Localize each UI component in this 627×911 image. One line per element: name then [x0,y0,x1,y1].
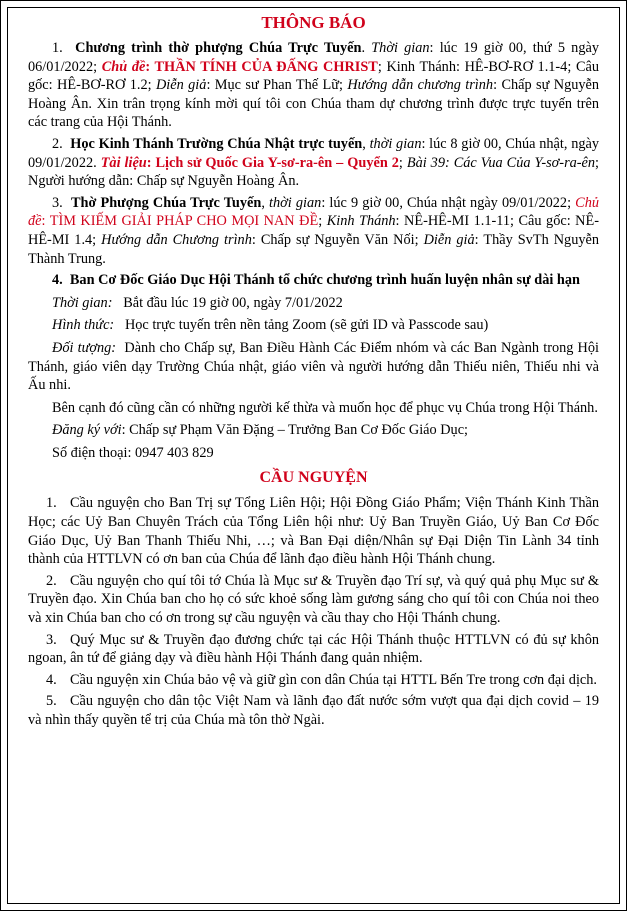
bulletin-frame [7,7,620,904]
announcement-item-2: 2. Học Kinh Thánh Trường Chúa Nhật trực tuyến, thời gian: lúc 8 giờ 00, Chúa nhật, ngày 09/01/2022. Tài liệu: Lịch sử Quốc Gia Y-sơ-ra-ên – Quyển 2; Bài 39: Các Vua Của Y-sơ-ra-ên; Người hướng dẫn: Chấp sự Nguyễn Hoàng Ân. [28,135,600,190]
prayer-item-1: 1. Cầu nguyện cho Ban Trị sự Tổng Liên Hội; Hội Đồng Giáo Phẩm; Viện Thánh Kinh Thần Học; các Uỷ Ban Chuyên Trách của Tổng Liên hội như: Uỷ Ban Truyền Giáo, Uỷ Ban Cơ Đốc Giáo Dục, Uỷ Ban Thanh Thiếu Nhi, …; và Ban Đại diện/Nhân sự Đại Diện Tin Lành 34 tỉnh thành của HTTLVN có ơn ban của Chúa để lãnh đạo điều hành Hội Thánh chung. [28,495,599,568]
training-also: Bên cạnh đó cũng cần có những người kế thừa và muốn học để phục vụ Chúa trong Hội Thánh. [52,399,598,416]
announcements-title: THÔNG BÁO [261,13,366,32]
item-name: Thờ Phượng Chúa Trực Tuyến [70,194,262,211]
item-number: 1. [52,40,63,56]
prayer-item-4: 4. Cầu nguyện xin Chúa bảo vệ và giữ gìn con dân Chúa tại HTTL Bến Tre trong cơn đại dịch. [46,671,597,688]
training-audience: Đối tượng: Dành cho Chấp sự, Ban Điều Hành Các Điểm nhóm và các Ban Ngành trong Hội Thánh, giáo viên dạy Trường Chúa nhật, giáo viên và người hướng dẫn Thiếu niên, Thiếu nhi và Ấu nhi. [28,339,599,394]
prayer-item-3: 3. Quý Mục sư & Truyền đạo đương chức tại các Hội Thánh thuộc HTTLVN có đủ sự khôn ngoan, ân tứ để giảng dạy và điều hành Hội Thánh đang quản nhiệm. [28,631,599,667]
item-number: 3. [52,194,63,211]
training-phone: Số điện thoại: 0947 403 829 [52,444,214,461]
announcement-item-3: 3. Thờ Phượng Chúa Trực Tuyến, thời gian: lúc 9 giờ 00, Chúa nhật ngày 09/01/2022; Chủ đề: TÌM KIẾM GIẢI PHÁP CHO MỌI NAN ĐỀ; Kinh Thánh: NÊ-HÊ-MI 1.1-11; Câu gốc: NÊ-HÊ-MI 1.4; Hướng dẫn Chương trình: Chấp sự Nguyễn Văn Nối; Diễn giả: Thầy SvTh Nguyễn Thành Trung. [28,194,600,267]
prayer-item-2: 2. Cầu nguyện cho quí tôi tớ Chúa là Mục sư & Truyền đạo Trí sự, và quý quả phụ Mục sư & Truyền đạo. Xin Chúa ban cho họ có sức khoẻ sống làm gương sáng cho quí tôi con Chúa noi theo và xin Chúa ban cho có ơn trong sự cầu nguyện và cầu thay cho Hội Thánh chung. [28,572,599,627]
training-time: Thời gian: Bắt đầu lúc 19 giờ 00, ngày 7/01/2022 [52,294,343,311]
announcement-item-1: 1. Chương trình thờ phượng Chúa Trực Tuyến. Thời gian: lúc 19 giờ 00, thứ 5 ngày 06/01/2022; Chủ đề: THẦN TÍNH CỦA ĐẤNG CHRIST; Kinh Thánh: HÊ-BƠ-RƠ 1.1-4; Câu gốc: HÊ-BƠ-RƠ 1.2; Diễn giả: Mục sư Phan Thế Lữ; Hướng dẫn chương trình: Chấp sự Nguyễn Hoàng Ân. Xin trân trọng kính mời quí tôi con Chúa tham dự chương trình được trực tuyến trên các trang của Hội Thánh. [28,40,600,131]
item-name: Học Kinh Thánh Trường Chúa Nhật trực tuyến [70,135,363,152]
item-name: Chương trình thờ phượng Chúa Trực Tuyến [75,40,362,56]
item-number: 4. [52,272,63,289]
training-register: Đăng ký với: Chấp sự Phạm Văn Đặng – Trưởng Ban Cơ Đốc Giáo Dục; [52,422,469,439]
announcement-item-4 [28,271,599,290]
prayer-title: CẦU NGUYỆN [259,469,368,487]
prayer-item-5: 5. Cầu nguyện cho dân tộc Việt Nam và lãnh đạo đất nước sớm vượt qua đại dịch covid – 19 và nhìn thấy quyền tể trị của Chúa mà tôn thờ Ngài. [28,693,599,728]
training-format: Hình thức: Học trực tuyến trên nền tảng Zoom (sẽ gửi ID và Passcode sau) [52,317,489,334]
item-number: 2. [52,135,63,152]
item-name: Ban Cơ Đốc Giáo Dục Hội Thánh tổ chức chương trình huấn luyện nhân sự dài hạn [69,272,580,289]
